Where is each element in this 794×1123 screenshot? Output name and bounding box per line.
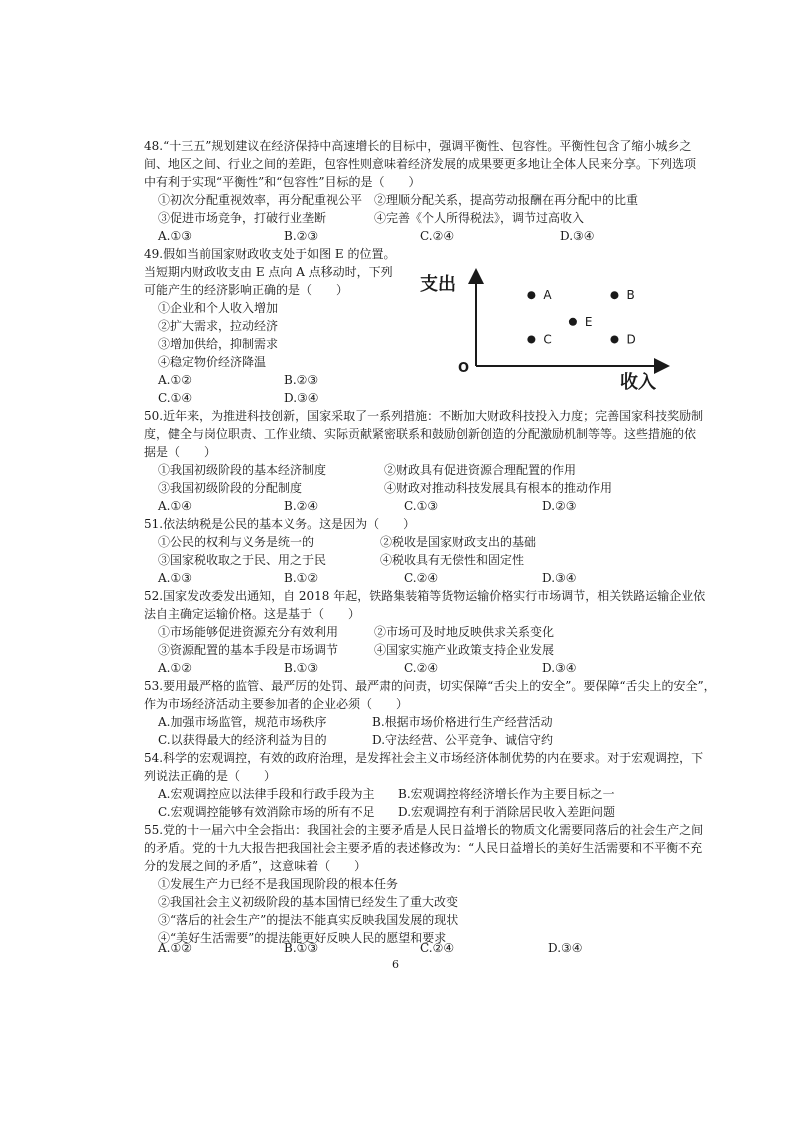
q48-stem-line-1: 48.“十三五”规划建议在经济保持中高速增长的目标中，强调平衡性、包容性。平衡性包含了缩小城乡之 [144,139,692,153]
q52-option-b: B.①③ [284,661,319,675]
q51-statement-1: ①公民的权利与义务是统一的 [158,535,315,549]
q53-stem-line-1: 53.要用最严格的监管、最严厉的处罚、最严肃的问责，切实保障“舌尖上的安全”。要保障“舌尖上的安全”， [144,679,716,693]
origin-label: O [458,361,470,376]
q50-stem-line-1: 50.近年来，为推进科技创新，国家采取了一系列措施：不断加大财政科技投入力度；完善国家科技奖励制 [144,409,704,423]
q52-option-c: C.②④ [404,661,439,675]
q49-stem-line-3: 可能产生的经济影响正确的是（ ） [144,283,349,297]
q49-option-c: C.①④ [158,391,193,405]
q53-option-c: C.以获得最大的经济利益为目的 [158,733,327,747]
q52-statement-4: ④国家实施产业政策支持企业发展 [374,643,555,657]
q50-statement-1: ①我国初级阶段的基本经济制度 [158,463,327,477]
q49-statement-3: ③增加供给，抑制需求 [158,337,279,351]
q52-stem-line-1: 52.国家发改委发出通知，自 2018 年起，铁路集装箱等货物运输价格实行市场调节，相关铁路运输企业依 [144,589,706,603]
q53-option-d: D.守法经营、公平竞争、诚信守约 [372,733,554,747]
q52-statement-1: ①市场能够促进资源充分有效利用 [158,625,339,639]
q50-option-d: D.②③ [542,499,577,513]
q55-stem-line-2: 的矛盾。党的十九大报告把我国社会主要矛盾的表述修改为：“人民日益增长的美好生活需要和不平衡不充 [144,841,703,855]
q50-option-b: B.②④ [284,499,319,513]
q48-statement-4: ④完善《个人所得税法》，调节过高收入 [374,211,585,225]
q52-statement-3: ③资源配置的基本手段是市场调节 [158,643,339,657]
q51-option-a: A.①③ [158,571,192,585]
point-e [569,318,577,326]
q49-option-d: D.③④ [284,391,319,405]
q55-statement-3: ③“落后的社会生产”的提法不能真实反映我国发展的现状 [158,913,459,927]
q48-stem-line-2: 间、地区之间、行业之间的差距，包容性则意味着经济发展的成果要更多地让全体人民来分享。下列选项 [144,157,697,171]
q55-statement-4: ④“美好生活需要”的提法能更好反映人民的愿望和要求 [158,931,447,945]
q51-option-c: C.②④ [404,571,439,585]
point-d [610,335,618,343]
q50-statement-2: ②财政具有促进资源合理配置的作用 [384,463,577,477]
q51-option-d: D.③④ [542,571,577,585]
q50-option-a: A.①④ [158,499,192,513]
q55-stem-line-3: 分的发展之间的矛盾”，这意味着（ ） [144,859,367,873]
q55-statement-2: ②我国社会主义初级阶段的基本国情已经发生了重大改变 [158,895,459,909]
q55-stem-line-1: 55.党的十一届六中全会指出：我国社会的主要矛盾是人民日益增长的物质文化需要同落后的社会生产之间 [144,823,704,837]
point-label-c: C [543,332,552,347]
point-label-e: E [584,314,593,329]
q51-statement-2: ②税收是国家财政支出的基础 [380,535,537,549]
q48-option-d: D.③④ [560,229,595,243]
q48-stem-line-3: 中有利于实现“平衡性”和“包容性”目标的是（ ） [144,175,421,189]
q52-option-a: A.①② [158,661,192,675]
q53-option-a: A.加强市场监管，规范市场秩序 [158,715,327,729]
q48-option-a: A.①③ [158,229,192,243]
q54-option-c: C.宏观调控能够有效消除市场的所有不足 [158,805,375,819]
point-c [527,335,535,343]
q48-option-b: B.②③ [284,229,319,243]
q50-statement-4: ④财政对推动科技发展具有根本的推动作用 [384,481,613,495]
point-label-d: D [626,332,636,347]
q50-stem-line-2: 度，健全与岗位职责、工作业绩、实际贡献紧密联系和鼓励创新创造的分配激励机制等等。这些措施的依 [144,427,697,441]
q49-statement-4: ④稳定物价经济降温 [158,355,267,369]
fiscal-scatter-chart [414,262,676,392]
q54-option-d: D.宏观调控有利于消除居民收入差距问题 [398,805,616,819]
q55-option-d: D.③④ [548,941,583,955]
q55-option-b: B.①③ [284,941,319,955]
q49-option-b: B.②③ [284,373,319,387]
q52-statement-2: ②市场可及时地反映供求关系变化 [374,625,555,639]
point-a [527,291,535,299]
q51-stem-line-1: 51.依法纳税是公民的基本义务。这是因为（ ） [144,517,416,531]
q55-option-c: C.②④ [420,941,455,955]
y-axis-label: 支出 [420,274,456,295]
q51-statement-4: ④税收具有无偿性和固定性 [380,553,525,567]
q52-stem-line-2: 法自主确定运输价格。这是基于（ ） [144,607,361,621]
x-axis-label: 收入 [620,372,656,392]
q55-option-a: A.①② [158,941,192,955]
q49-stem-line-1: 49.假如当前国家财政收支处于如图 E 的位置。 [144,247,396,261]
q50-statement-3: ③我国初级阶段的分配制度 [158,481,303,495]
q53-stem-line-2: 作为市场经济活动主要参加者的企业必须（ ） [144,697,409,711]
q54-stem-line-2: 列说法正确的是（ ） [144,769,277,783]
q49-statement-1: ①企业和个人收入增加 [158,301,279,315]
page-number: 6 [392,958,399,971]
q52-option-d: D.③④ [542,661,577,675]
point-b [610,291,618,299]
data-points [527,288,635,346]
q54-stem-line-1: 54.科学的宏观调控，有效的政府治理，是发挥社会主义市场经济体制优势的内在要求。对于宏观调控，下 [144,751,704,765]
q50-option-c: C.①③ [404,499,439,513]
q48-statement-3: ③促进市场竞争，打破行业垄断 [158,211,327,225]
q55-statement-1: ①发展生产力已经不是我国现阶段的根本任务 [158,877,399,891]
q50-stem-line-3: 据是（ ） [144,445,217,459]
q48-statement-1: ①初次分配重视效率，再分配重视公平 [158,193,363,207]
point-label-a: A [543,288,552,303]
q54-option-a: A.宏观调控应以法律手段和行政手段为主 [158,787,375,801]
q49-statement-2: ②扩大需求，拉动经济 [158,319,279,333]
q51-option-b: B.①② [284,571,319,585]
q48-statement-2: ②理顺分配关系，提高劳动报酬在再分配中的比重 [374,193,639,207]
q51-statement-3: ③国家税收取之于民、用之于民 [158,553,327,567]
q54-option-b: B.宏观调控将经济增长作为主要目标之一 [398,787,615,801]
q49-stem-line-2: 当短期内财政收支由 E 点向 A 点移动时，下列 [144,265,393,279]
q53-option-b: B.根据市场价格进行生产经营活动 [372,715,553,729]
q48-option-c: C.②④ [420,229,455,243]
q49-option-a: A.①② [158,373,192,387]
point-label-b: B [626,288,635,303]
